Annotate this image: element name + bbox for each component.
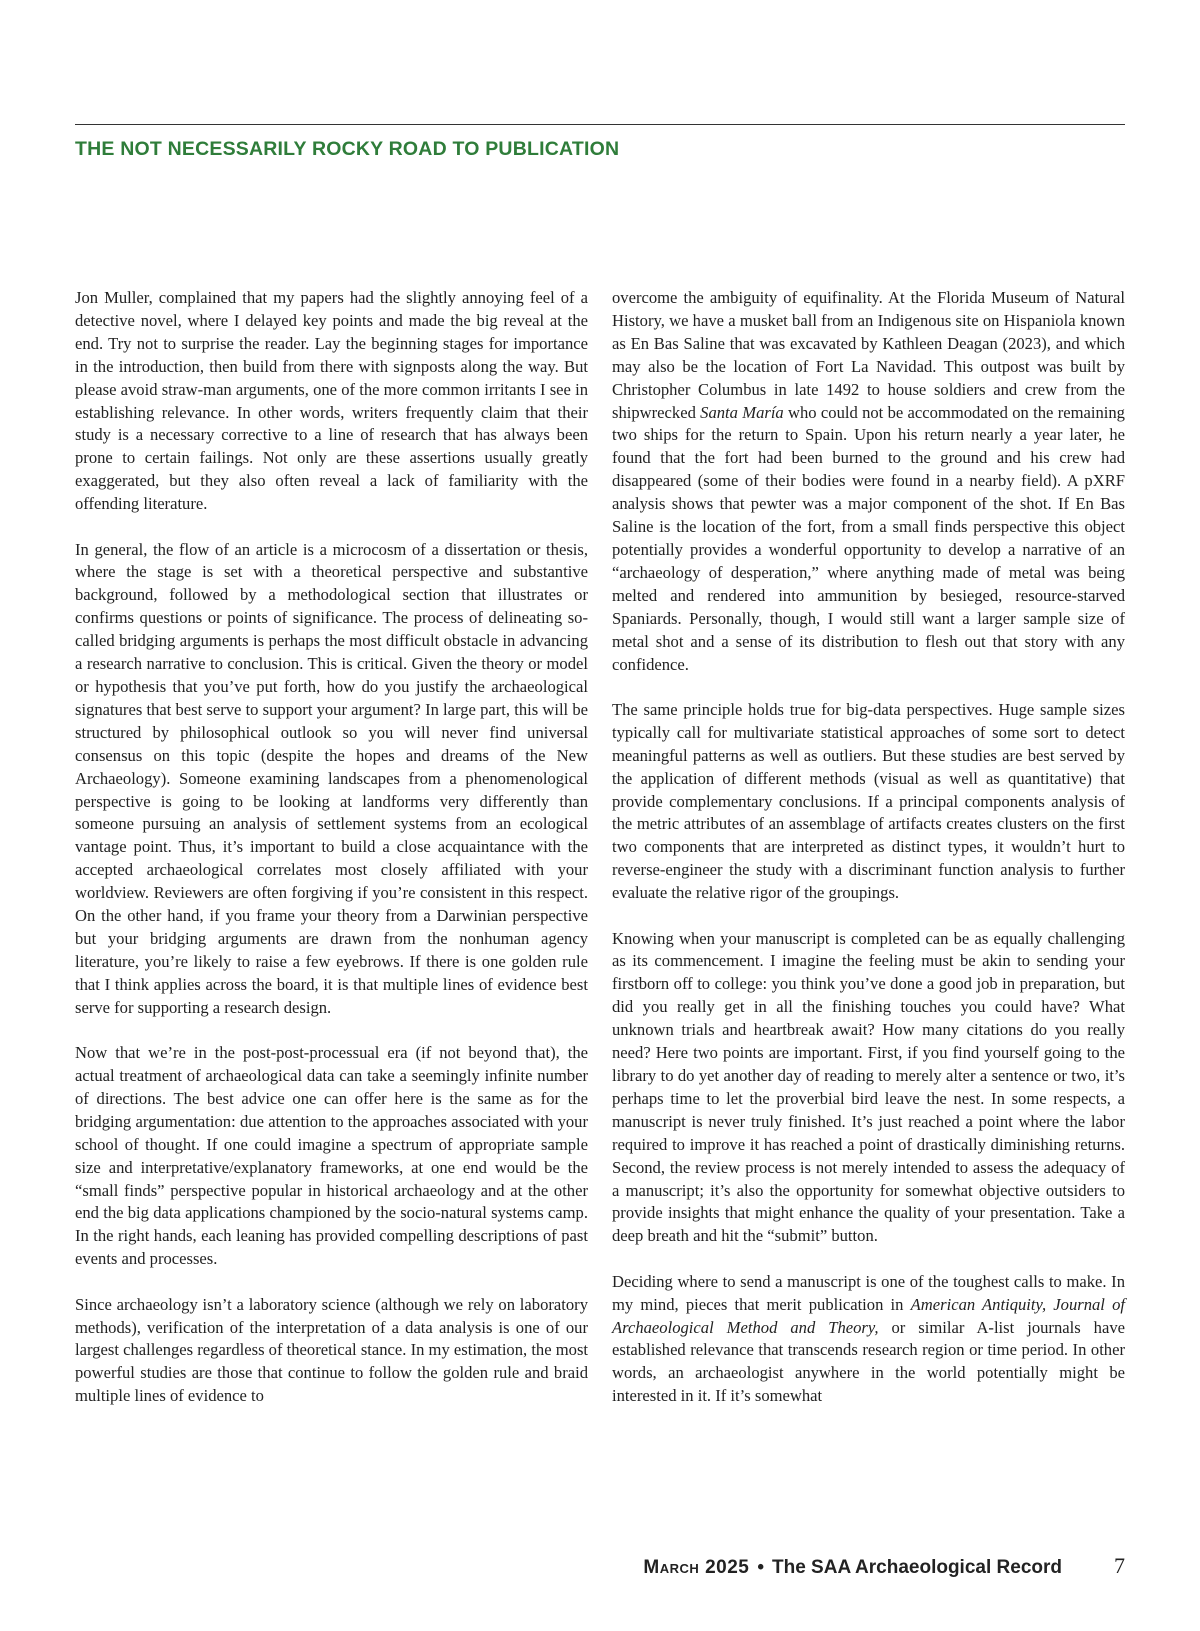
left-paragraph-4: Since archaeology isn’t a laboratory science (although we rely on laboratory methods), verification of the interpretation of a data analysis is one of our largest challenges regardless of theoretical stance. In my estimation, the most powerful studies are those that continue to follow the golden rule and braid multiple lines of evidence to (75, 1294, 589, 1406)
header-rule (75, 124, 1125, 125)
right-p4-text-a: Deciding where to send a manuscript is one of the toughest calls to make. In my mind, pieces that merit publication in (612, 1271, 1125, 1314)
footer-issue-date: March 2025 (643, 1557, 750, 1578)
left-column (75, 287, 588, 1431)
footer-bullet: • (757, 1557, 764, 1578)
left-paragraph-2: In general, the flow of an article is a microcosm of a dissertation or thesis, where the stage is set with a theoretical perspective and substantive background, followed by a methodological section that illustrates or confirms questions or points of significance. The process of delineating so-called bridging arguments is perhaps the most difficult obstacle in advancing a research narrative to conclusion. This is critical. Given the theory or model or hypothesis that you’ve put forth, how do you justify the archaeological signatures that best serve to support your argument? In large part, this will be structured by philosophical outlook so you will never find universal consensus on this topic (despite the hopes and dreams of the New Archaeology). Someone examining landscapes from a phenomenological perspective is going to be looking at landforms very differently than someone pursuing an analysis of settlement systems from an ecological vantage point. Thus, it’s important to build a close acquaintance with the accepted archaeological correlates most closely affiliated with your worldview. Reviewers are often forgiving if you’re consistent in this respect. On the other hand, if you frame your theory from a Darwinian perspective but your bridging arguments are drawn from the nonhuman agency literature, you’re likely to raise a few eyebrows. If there is one golden rule that I think applies across the board, it is that multiple lines of evidence best serve for supporting a research design. (75, 539, 588, 1017)
right-paragraph-2: The same principle holds true for big-data perspectives. Huge sample sizes typically call for multivariate statistical approaches of some sort to detect meaningful patterns as well as outliers. But these studies are best served by the application of different methods (visual as well as quantitative) that provide complementary conclusions. If a principal components analysis of the metric attributes of an assemblage of artifacts creates clusters on the first two components that are interpreted as distinct types, it wouldn’t hurt to reverse-engineer the study with a discriminant function analysis to further evaluate the relative rigor of the groupings. (612, 699, 1125, 903)
right-p1-text-a: overcome the ambiguity of equifinality. At the Florida Museum of Natural History, we have a musket ball from an Indigenous site on Hispaniola known as En Bas Saline that was excavated by Kathleen Deagan (2023), and which may also be the location of Fort La Navidad. This outpost was built by Christopher Columbus in late 1492 to house soldiers and crew from the shipwrecked (612, 288, 1125, 422)
left-paragraph-3: Now that we’re in the post-post-processual era (if not beyond that), the actual treatment of archaeological data can take a seemingly infinite number of directions. The best advice one can offer here is the same as for the bridging argumentation: due attention to the approaches associated with your school of thought. If one could imagine a spectrum of appropriate sample size and interpretative/explanatory frameworks, at one end would be the “small finds” perspective popular in historical archaeology and at the other end the big data applications championed by the socio-natural systems camp. In the right hands, each leaning has provided compelling descriptions of past events and processes. (75, 1043, 588, 1269)
left-paragraph-1: Jon Muller, complained that my papers had the slightly annoying feel of a detective novel, where I delayed key points and made the big reveal at the end. Try not to surprise the reader. Lay the beginning stages for importance in the introduction, then build from there with signposts along the way. But please avoid straw-man arguments, one of the more common irritants I see in establishing relevance. In other words, writers frequently claim that their study is a necessary corrective to a line of research that has always been prone to certain failings. Not only are these assertions usually greatly exaggerated, but they also often reveal a lack of familiarity with the offending literature. (75, 288, 588, 514)
right-paragraph-4 (612, 1271, 1125, 1408)
page-footer (643, 1553, 1125, 1579)
footer-publication-title: The SAA Archaeological Record (772, 1557, 1062, 1578)
right-p4-text-b: or similar A-list journals have established relevance that transcends research region or time period. In other words, an archaeologist anywhere in the world potentially might be interested in it. If it’s somewhat (612, 1317, 1126, 1406)
ship-name-italic: Santa María (700, 402, 784, 422)
page-number: 7 (1114, 1553, 1125, 1578)
right-paragraph-1 (612, 287, 1125, 676)
right-p1-text-b: who could not be accommodated on the remaining two ships for the return to Spain. Upon his return nearly a year later, he found that the fort had been burned to the ground and his crew had disappeared (some of their bodies were found in a nearby field). A pXRF analysis shows that pewter was a major component of the shot. If En Bas Saline is the location of the fort, from a small finds perspective this object potentially provides a wonderful opportunity to develop a narrative of an “archaeology of desperation,” where anything made of metal was being melted and rendered into ammunition by besieged, resource-starved Spaniards. Personally, though, I would still want a larger sample size of metal shot and a sense of its distribution to flesh out that story with any confidence. (612, 402, 1125, 674)
journal-names-italic: American Antiquity, Journal of Archaeological Method and Theory, (612, 1294, 1125, 1337)
section-title: THE NOT NECESSARILY ROCKY ROAD TO PUBLICATION (75, 138, 620, 160)
right-paragraph-3: Knowing when your manuscript is completed can be as equally challenging as its commencement. I imagine the feeling must be akin to sending your firstborn off to college: you think you’ve done a good job in preparation, but did you really get in all the finishing touches you could have? What unknown trials and heartbreak await? How many citations do you really need? Here two points are important. First, if you find yourself going to the library to do yet another day of reading to merely alter a sentence or two, it’s perhaps time to let the proverbial bird leave the nest. In some respects, a manuscript is never truly finished. It’s just reached a point where the labor required to improve it has reached a point of drastically diminishing returns. Second, the review process is not merely intended to assess the adequacy of a manuscript; it’s also the opportunity for somewhat objective outsiders to provide insights that might enhance the quality of your presentation. Take a deep breath and hit the “submit” button. (612, 928, 1125, 1246)
right-column (612, 287, 1125, 1431)
